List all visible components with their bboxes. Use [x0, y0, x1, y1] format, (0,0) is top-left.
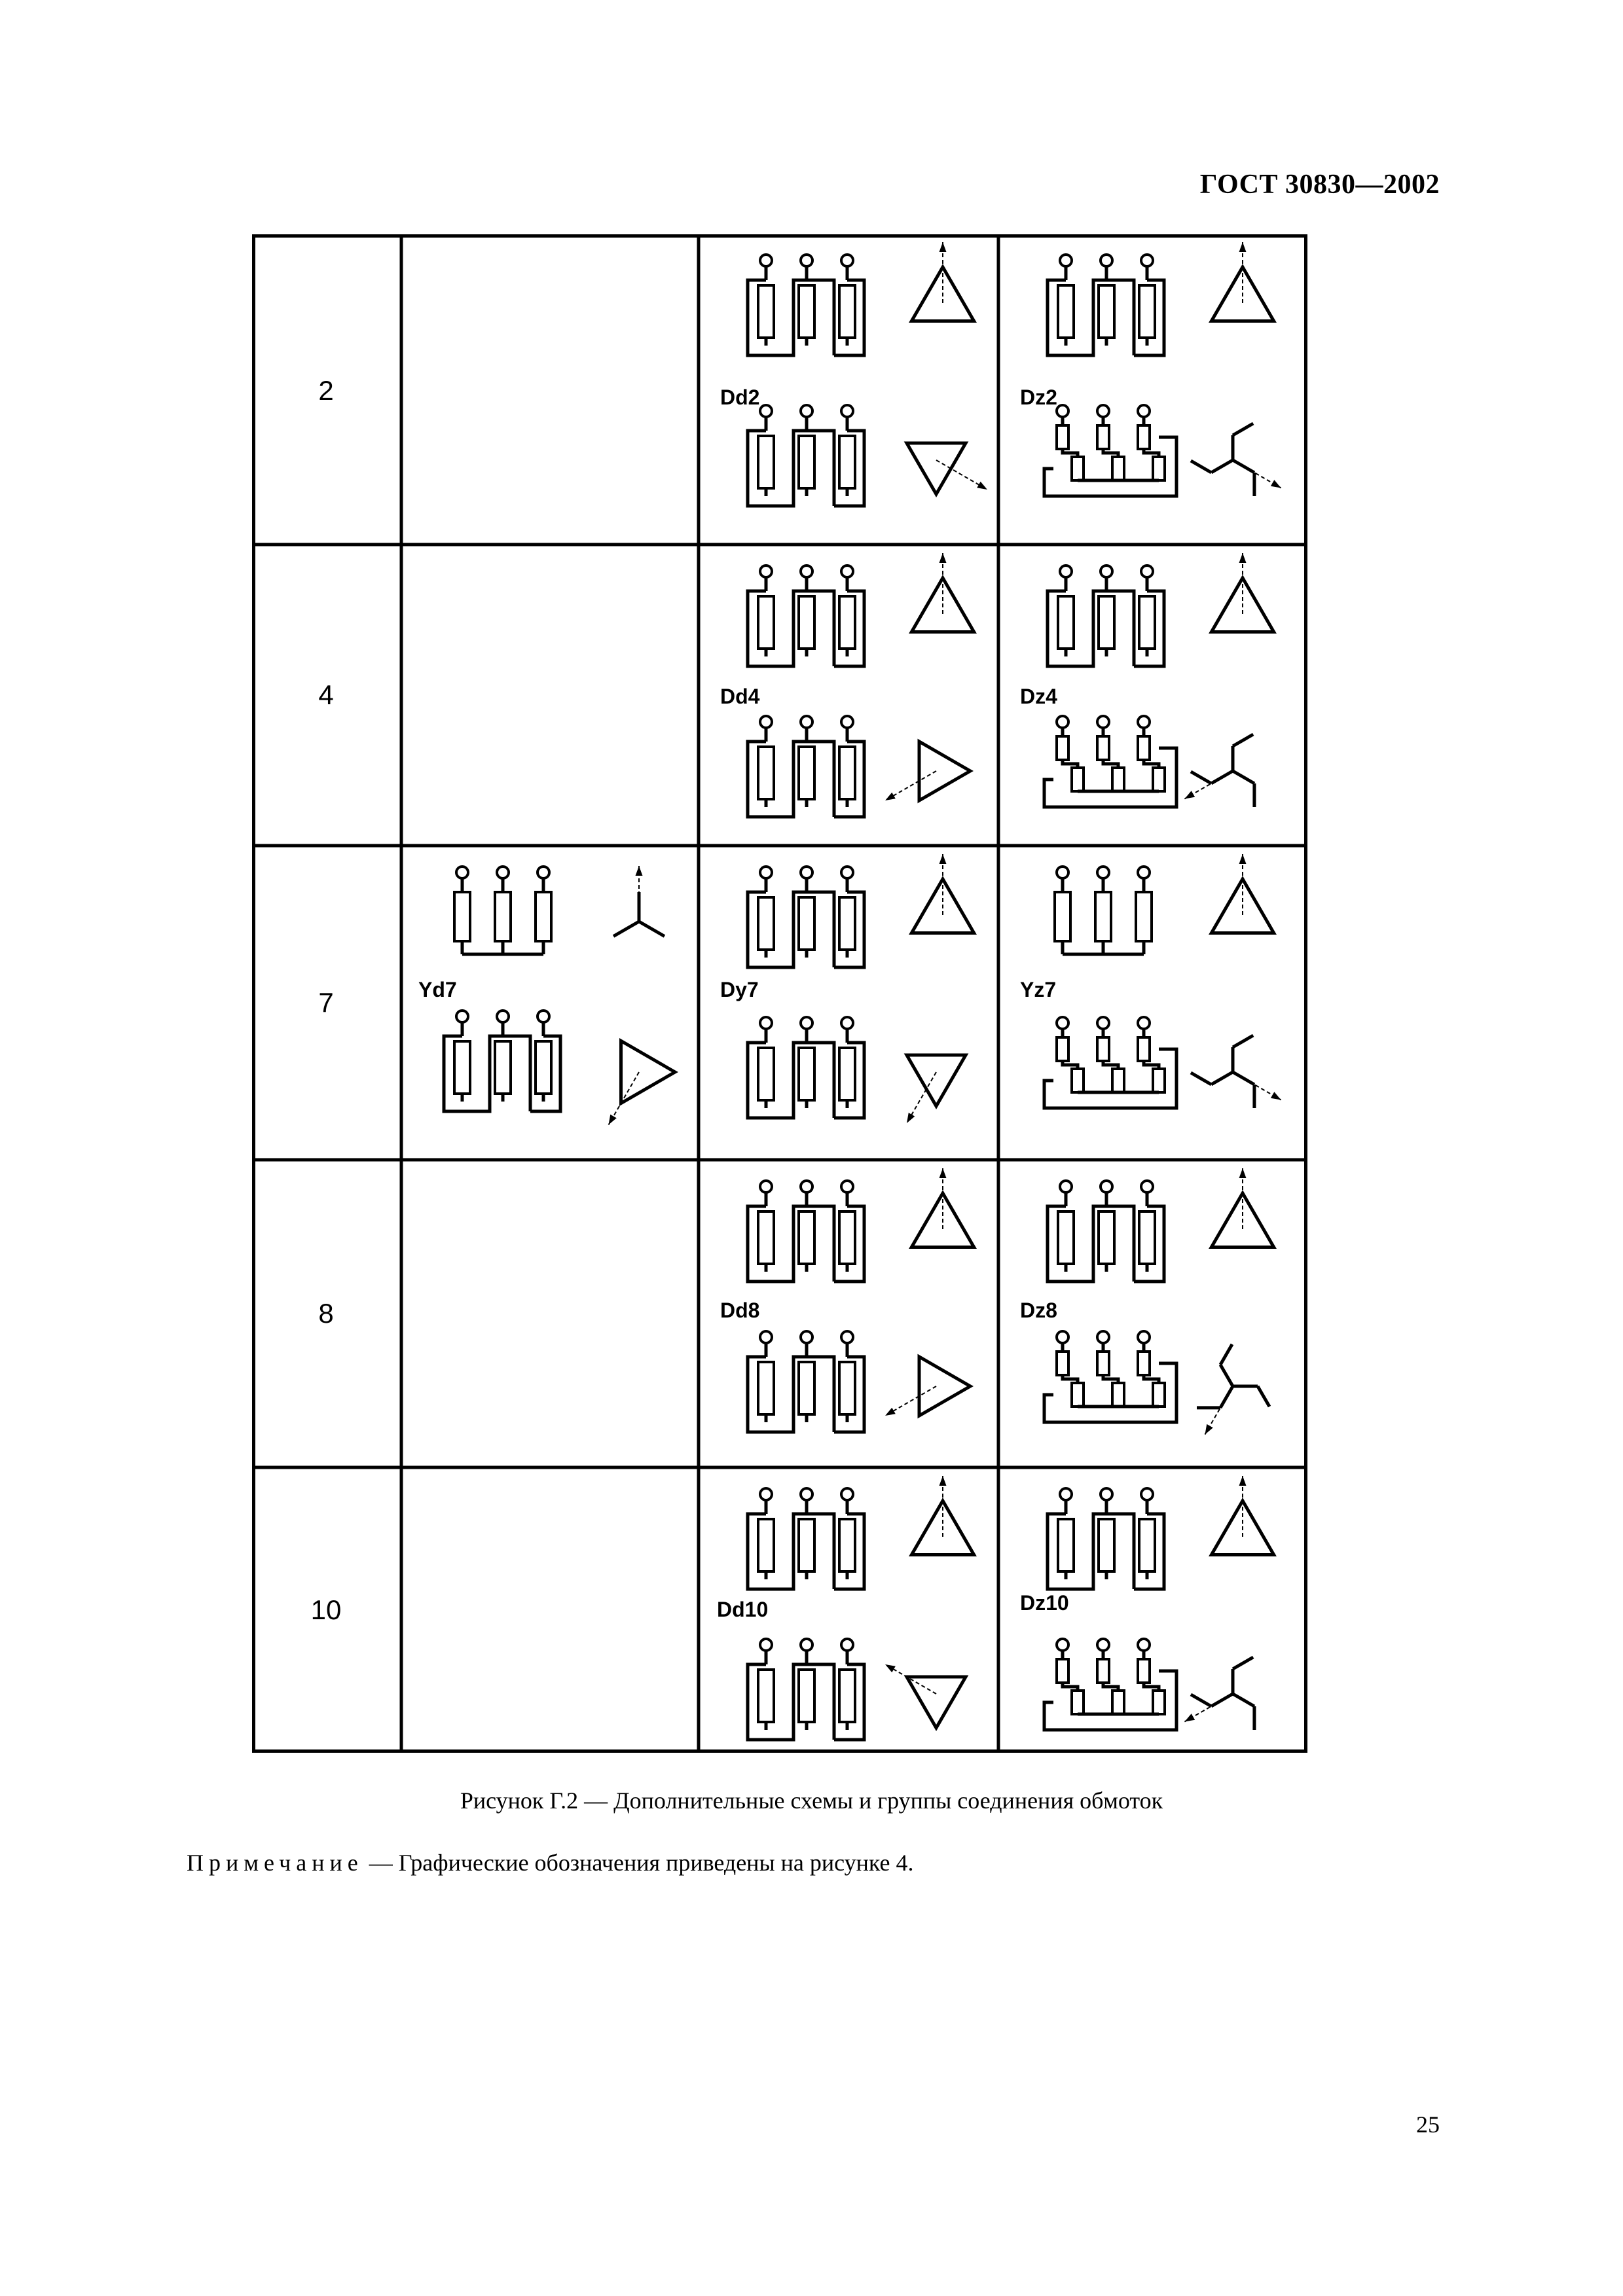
scheme-cell	[1010, 856, 1285, 1147]
group-number: 4	[318, 679, 334, 710]
scheme-cell	[1010, 1170, 1285, 1462]
winding-diagram	[1010, 856, 1285, 1147]
winding-diagram	[710, 1478, 985, 1769]
winding-diagram	[710, 856, 985, 1147]
scheme-cell	[1010, 1478, 1285, 1746]
scheme-cell	[1010, 244, 1285, 535]
group-number: 8	[318, 1298, 334, 1329]
scheme-cell	[710, 856, 985, 1147]
scheme-cell	[710, 1170, 985, 1462]
group-number: 7	[318, 987, 334, 1018]
winding-diagram	[1010, 1478, 1285, 1769]
document-header: ГОСТ 30830—2002	[1199, 170, 1440, 200]
scheme-cell	[710, 555, 985, 846]
scheme-cell	[710, 1478, 985, 1746]
scheme-label: Dy7	[720, 978, 759, 1001]
note	[187, 1849, 913, 1876]
scheme-label: Dz8	[1020, 1299, 1057, 1322]
scheme-label: Yd7	[418, 978, 457, 1001]
note-text: — Графические обозначения приведены на рисунке 4.	[363, 1850, 914, 1876]
scheme-label: Dd4	[720, 685, 760, 708]
group-number: 2	[318, 375, 334, 406]
scheme-label: Dd10	[717, 1598, 769, 1621]
winding-diagram	[413, 856, 688, 1147]
scheme-label: Dz10	[1020, 1591, 1069, 1615]
note-label: Примечание	[187, 1850, 363, 1876]
page-number: 25	[1416, 2111, 1440, 2138]
scheme-label: Dd2	[720, 386, 760, 409]
scheme-label: Dz2	[1020, 386, 1057, 409]
scheme-cell	[710, 244, 985, 535]
scheme-cell	[413, 856, 688, 1147]
connection-groups-table	[252, 234, 1307, 1753]
scheme-label: Yz7	[1020, 978, 1057, 1001]
scheme-label: Dd8	[720, 1299, 760, 1322]
scheme-label: Dz4	[1020, 685, 1057, 708]
figure-caption: Рисунок Г.2 — Дополнительные схемы и группы соединения обмоток	[460, 1787, 1163, 1814]
group-number: 10	[310, 1594, 342, 1625]
scheme-cell	[1010, 555, 1285, 846]
